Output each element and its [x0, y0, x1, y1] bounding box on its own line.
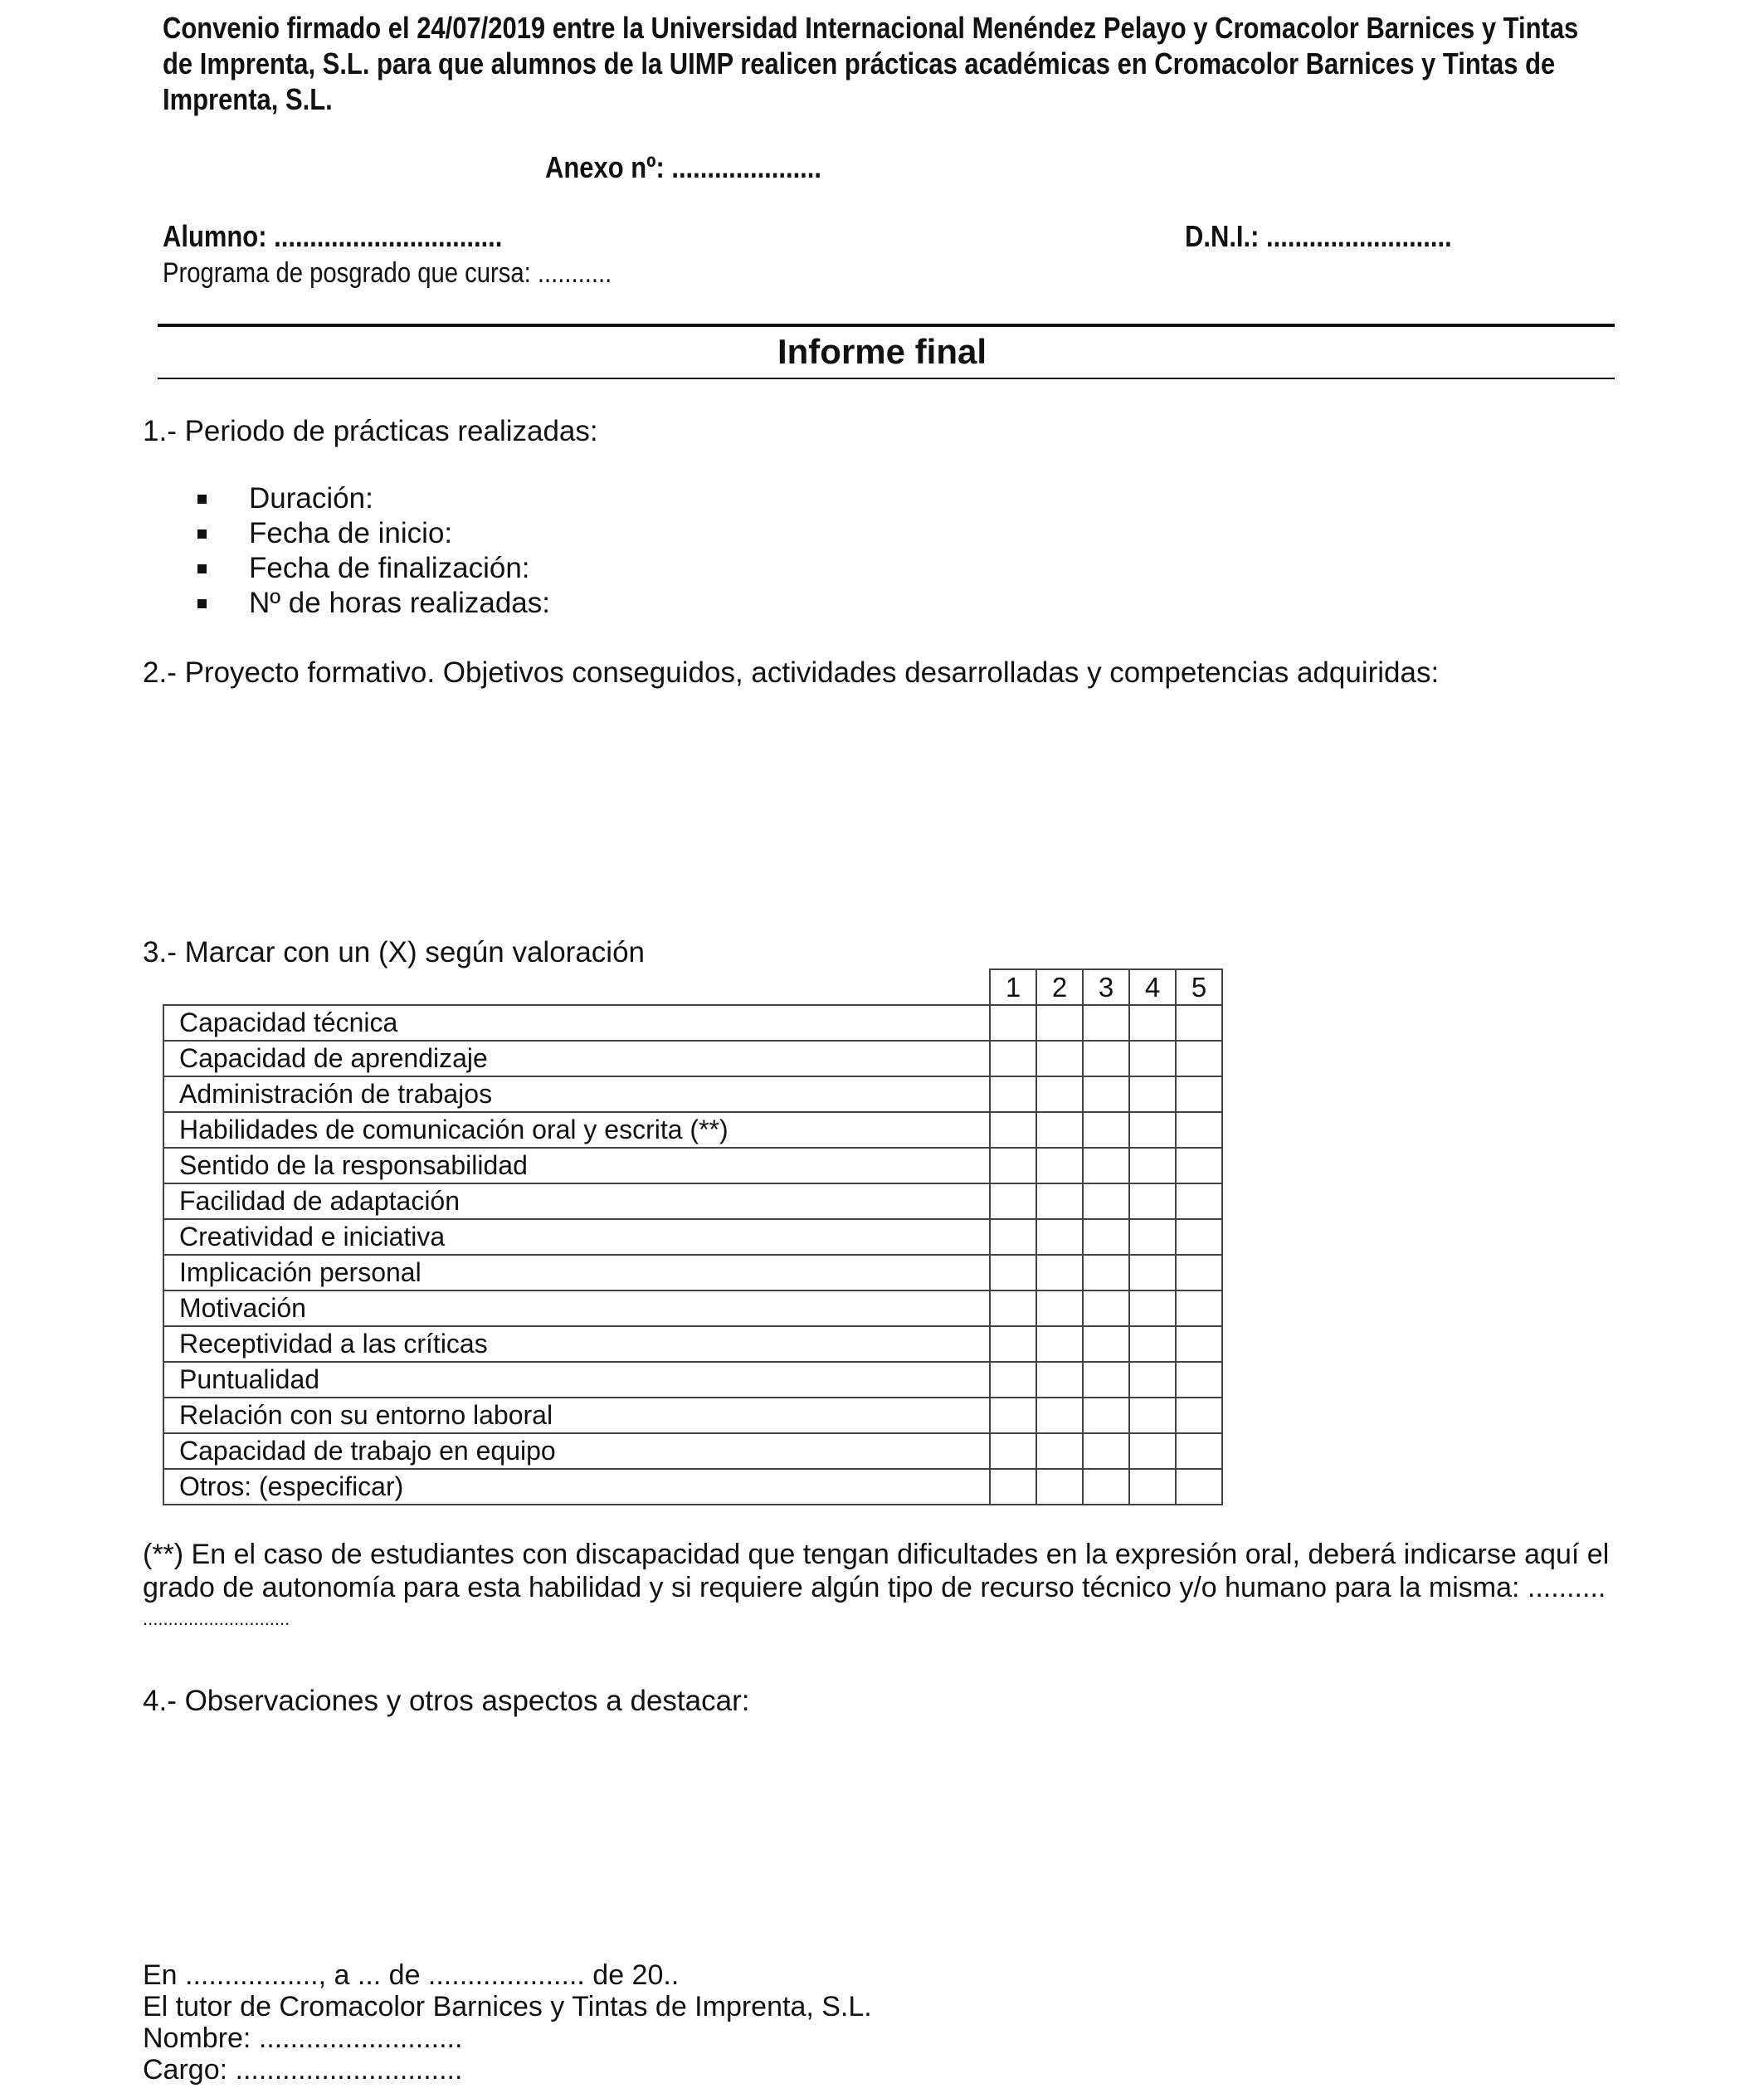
rating-checkbox-1[interactable]	[990, 1219, 1036, 1255]
criterion-label: Administración de trabajos	[163, 1076, 990, 1112]
section4-heading: 4.- Observaciones y otros aspectos a destacar:	[143, 1685, 750, 1717]
rating-checkbox-5[interactable]	[1176, 1398, 1222, 1433]
cargo-line: Cargo: .............................	[143, 2054, 463, 2086]
rating-checkbox-5[interactable]	[1176, 1469, 1222, 1505]
rating-checkbox-1[interactable]	[990, 1112, 1036, 1148]
programa-field: Programa de posgrado que cursa: ...........	[163, 257, 612, 289]
rating-checkbox-2[interactable]	[1036, 1183, 1083, 1219]
rating-checkbox-5[interactable]	[1176, 1076, 1222, 1112]
rating-checkbox-1[interactable]	[990, 1076, 1036, 1112]
rating-checkbox-1[interactable]	[990, 1005, 1036, 1041]
table-row	[163, 1433, 1222, 1469]
rating-checkbox-4[interactable]	[1129, 1469, 1176, 1505]
blank-cell	[163, 969, 990, 1005]
rating-checkbox-3[interactable]	[1083, 1183, 1129, 1219]
rating-checkbox-3[interactable]	[1083, 1398, 1129, 1433]
criterion-label: Capacidad técnica	[163, 1005, 990, 1041]
rating-checkbox-5[interactable]	[1176, 1362, 1222, 1398]
rating-checkbox-3[interactable]	[1083, 1112, 1129, 1148]
criterion-label: Capacidad de trabajo en equipo	[163, 1433, 990, 1469]
rating-checkbox-4[interactable]	[1129, 1433, 1176, 1469]
criterion-label: Motivación	[163, 1290, 990, 1326]
rating-checkbox-4[interactable]	[1129, 1219, 1176, 1255]
scale-value: 2	[1036, 969, 1083, 1005]
rating-checkbox-5[interactable]	[1176, 1255, 1222, 1290]
table-row	[163, 1362, 1222, 1398]
place-date-line: En ................., a ... de .................... de 20..	[143, 1959, 680, 1991]
list-item	[197, 516, 550, 551]
rating-checkbox-1[interactable]	[990, 1398, 1036, 1433]
rating-checkbox-5[interactable]	[1176, 1326, 1222, 1362]
agreement-header: Convenio firmado el 24/07/2019 entre la Universidad Internacional Menéndez Pelayo y Cromacolor Barnices y Tintas de Imprenta, S.L. para que alumnos de la UIMP realicen prácticas académicas en Cromacolor Barnices y Tintas de Imprenta, S.L.	[163, 11, 1579, 116]
list-item-label: Duración:	[249, 482, 373, 515]
list-item-label: Fecha de finalización:	[249, 552, 530, 584]
bullet-square-icon	[197, 599, 207, 608]
table-row	[163, 1148, 1222, 1183]
rating-checkbox-4[interactable]	[1129, 1148, 1176, 1183]
bullet-square-icon	[197, 495, 207, 504]
rating-checkbox-3[interactable]	[1083, 1148, 1129, 1183]
anexo-number: Anexo nº: .....................	[545, 150, 821, 184]
alumno-field: Alumno: ................................	[163, 219, 503, 253]
rating-checkbox-4[interactable]	[1129, 1005, 1176, 1041]
rating-checkbox-1[interactable]	[990, 1433, 1036, 1469]
rating-checkbox-4[interactable]	[1129, 1326, 1176, 1362]
rating-scale-row	[163, 969, 1222, 1005]
rating-checkbox-3[interactable]	[1083, 1469, 1129, 1505]
rating-checkbox-2[interactable]	[1036, 1255, 1083, 1290]
rating-checkbox-5[interactable]	[1176, 1041, 1222, 1076]
criterion-label: Receptividad a las críticas	[163, 1326, 990, 1362]
criterion-label: Otros: (especificar)	[163, 1469, 990, 1505]
section1-heading: 1.- Periodo de prácticas realizadas:	[143, 415, 598, 447]
discapacidad-note: (**) En el caso de estudiantes con discapacidad que tengan dificultades en la expresión oral, deberá indicarse aquí el grado de autonomía para esta habilidad y si requiere algún tipo de recurso técnico y/o humano para la misma: ..........	[143, 1539, 1610, 1603]
rating-checkbox-5[interactable]	[1176, 1005, 1222, 1041]
rating-checkbox-5[interactable]	[1176, 1219, 1222, 1255]
rating-checkbox-5[interactable]	[1176, 1433, 1222, 1469]
rating-checkbox-4[interactable]	[1129, 1041, 1176, 1076]
criterion-label: Facilidad de adaptación	[163, 1183, 990, 1219]
rating-checkbox-2[interactable]	[1036, 1290, 1083, 1326]
table-row	[163, 1469, 1222, 1505]
rating-table	[163, 968, 1223, 1505]
nombre-line: Nombre: ..........................	[143, 2022, 463, 2054]
rating-checkbox-1[interactable]	[990, 1183, 1036, 1219]
list-item-label: Fecha de inicio:	[249, 517, 453, 549]
section3-heading: 3.- Marcar con un (X) según valoración	[143, 936, 645, 968]
scale-value: 3	[1083, 969, 1129, 1005]
table-row	[163, 1326, 1222, 1362]
rating-checkbox-2[interactable]	[1036, 1112, 1083, 1148]
criterion-label: Relación con su entorno laboral	[163, 1398, 990, 1433]
table-row	[163, 1112, 1222, 1148]
table-row	[163, 1183, 1222, 1219]
table-row	[163, 1076, 1222, 1112]
bullet-square-icon	[197, 529, 207, 539]
rating-checkbox-2[interactable]	[1036, 1005, 1083, 1041]
criterion-label: Implicación personal	[163, 1255, 990, 1290]
rating-checkbox-1[interactable]	[990, 1148, 1036, 1183]
section2-heading: 2.- Proyecto formativo. Objetivos conseguidos, actividades desarrolladas y competencias adquiridas:	[143, 656, 1440, 689]
rating-checkbox-3[interactable]	[1083, 1076, 1129, 1112]
rating-checkbox-2[interactable]	[1036, 1148, 1083, 1183]
tutor-line: El tutor de Cromacolor Barnices y Tintas de Imprenta, S.L.	[143, 1991, 872, 2022]
rating-checkbox-2[interactable]	[1036, 1041, 1083, 1076]
table-row	[163, 1290, 1222, 1326]
rating-checkbox-3[interactable]	[1083, 1326, 1129, 1362]
rating-checkbox-3[interactable]	[1083, 1290, 1129, 1326]
section1-list	[197, 481, 550, 621]
rating-checkbox-1[interactable]	[990, 1469, 1036, 1505]
title-rule-bottom	[158, 378, 1615, 379]
list-item	[197, 481, 550, 516]
rating-checkbox-2[interactable]	[1036, 1469, 1083, 1505]
rating-checkbox-3[interactable]	[1083, 1362, 1129, 1398]
criterion-label: Creatividad e iniciativa	[163, 1219, 990, 1255]
title-rule-top	[158, 324, 1615, 327]
rating-checkbox-1[interactable]	[990, 1326, 1036, 1362]
table-row	[163, 1005, 1222, 1041]
rating-checkbox-1[interactable]	[990, 1255, 1036, 1290]
rating-checkbox-4[interactable]	[1129, 1183, 1176, 1219]
list-item-label: Nº de horas realizadas:	[249, 587, 550, 619]
rating-checkbox-3[interactable]	[1083, 1041, 1129, 1076]
rating-checkbox-1[interactable]	[990, 1290, 1036, 1326]
rating-checkbox-2[interactable]	[1036, 1219, 1083, 1255]
rating-checkbox-2[interactable]	[1036, 1076, 1083, 1112]
criterion-label: Habilidades de comunicación oral y escrita (**)	[163, 1112, 990, 1148]
bullet-square-icon	[197, 564, 207, 573]
rating-checkbox-4[interactable]	[1129, 1398, 1176, 1433]
rating-checkbox-5[interactable]	[1176, 1148, 1222, 1183]
rating-checkbox-2[interactable]	[1036, 1398, 1083, 1433]
table-row	[163, 1219, 1222, 1255]
rating-checkbox-5[interactable]	[1176, 1112, 1222, 1148]
scale-value: 5	[1176, 969, 1222, 1005]
rating-checkbox-4[interactable]	[1129, 1255, 1176, 1290]
rating-checkbox-3[interactable]	[1083, 1433, 1129, 1469]
rating-checkbox-4[interactable]	[1129, 1362, 1176, 1398]
rating-checkbox-3[interactable]	[1083, 1219, 1129, 1255]
list-item	[197, 551, 550, 586]
rating-checkbox-4[interactable]	[1129, 1290, 1176, 1326]
rating-checkbox-2[interactable]	[1036, 1433, 1083, 1469]
rating-checkbox-1[interactable]	[990, 1362, 1036, 1398]
rating-checkbox-4[interactable]	[1129, 1112, 1176, 1148]
table-row	[163, 1041, 1222, 1076]
page-title: Informe final	[777, 332, 987, 371]
rating-checkbox-5[interactable]	[1176, 1183, 1222, 1219]
table-row	[163, 1255, 1222, 1290]
rating-checkbox-3[interactable]	[1083, 1005, 1129, 1041]
criterion-label: Sentido de la responsabilidad	[163, 1148, 990, 1183]
scale-value: 4	[1129, 969, 1176, 1005]
note-dots: .............................	[143, 1608, 290, 1629]
rating-checkbox-1[interactable]	[990, 1041, 1036, 1076]
scale-value: 1	[990, 969, 1036, 1005]
table-row	[163, 1398, 1222, 1433]
criterion-label: Capacidad de aprendizaje	[163, 1041, 990, 1076]
rating-checkbox-2[interactable]	[1036, 1362, 1083, 1398]
dni-field: D.N.I.: ..........................	[1185, 219, 1452, 253]
rating-checkbox-2[interactable]	[1036, 1326, 1083, 1362]
rating-checkbox-4[interactable]	[1129, 1076, 1176, 1112]
rating-checkbox-5[interactable]	[1176, 1290, 1222, 1326]
list-item	[197, 586, 550, 621]
criterion-label: Puntualidad	[163, 1362, 990, 1398]
rating-checkbox-3[interactable]	[1083, 1255, 1129, 1290]
